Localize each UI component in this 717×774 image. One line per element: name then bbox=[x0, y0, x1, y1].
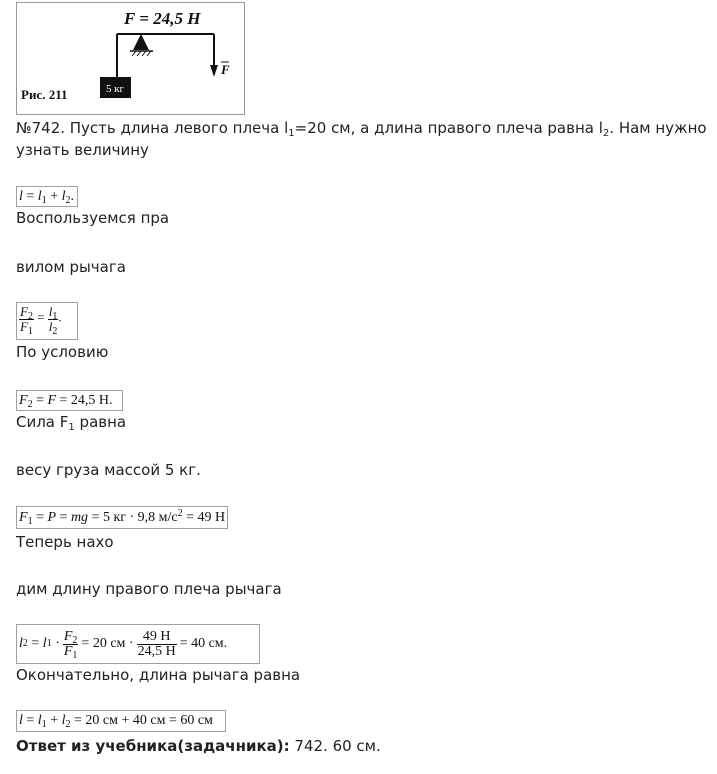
formula-f2: $F_2 = F = 24,5$ H. bbox=[16, 390, 123, 411]
text-lever-rule: вилом рычага bbox=[16, 258, 126, 276]
text-find-2: дим длину правого плеча рычага bbox=[16, 580, 282, 598]
text-use-rule: Воспользуемся пра bbox=[16, 209, 170, 227]
answer-line bbox=[16, 736, 381, 756]
intro-line-2: узнать величину bbox=[16, 141, 149, 159]
formula-f1: $F_1 = P$ = mg = 5 кг · 9,8 $м/с^2 = 49$ H bbox=[16, 506, 228, 529]
mass-label: 5 кг bbox=[105, 83, 125, 95]
answer-label: Ответ из учебника(задачника): bbox=[16, 737, 290, 755]
intro-line-1: №742. Пусть длина левого плеча $l_1=20$ см, а длина правого плеча равна $l_2$. Нам нужно bbox=[16, 119, 707, 139]
text-condition: По условию bbox=[16, 343, 109, 361]
formula-total-result: $l = l_1 + l_2 = 20$ см + 40 см = 60 см bbox=[16, 710, 226, 732]
answer-value: 742. 60 см. bbox=[289, 737, 381, 755]
text-force-f1: Сила $F_1$ равна bbox=[16, 413, 127, 433]
text-find: Теперь нахо bbox=[16, 533, 114, 551]
formula-total-length: $l = l_1 + l_2$. bbox=[16, 186, 78, 207]
fulcrum-icon bbox=[133, 34, 149, 50]
formula-lever-rule: $\frac{F_2}{F_1}$ = $\frac{l_1}{l_2}$ . bbox=[16, 302, 78, 340]
figure-lever bbox=[16, 2, 245, 115]
force-label: F = 24,5 H bbox=[124, 9, 201, 28]
force-arrow-label: F bbox=[221, 62, 230, 77]
force-arrow-head bbox=[210, 65, 218, 77]
text-final: Окончательно, длина рычага равна bbox=[16, 666, 301, 684]
text-weight: весу груза массой 5 кг. bbox=[16, 461, 201, 479]
formula-right-arm: l 2 = l 1 · $\frac{F_2}{F_1}$ = 20 см · $\frac{49 H}{24,5 H}$ = 40 см. bbox=[16, 624, 260, 664]
lever-diagram bbox=[17, 3, 244, 114]
figure-caption: Рис. 211 bbox=[21, 87, 68, 102]
